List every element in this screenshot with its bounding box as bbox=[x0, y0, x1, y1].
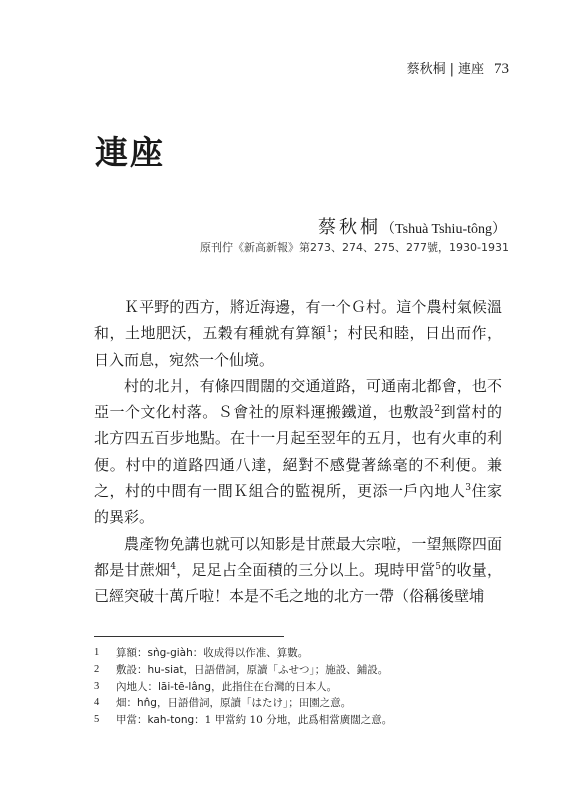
header-author: 蔡秋桐 bbox=[406, 62, 446, 77]
footnote-text: ，此指住在台灣的日本人。 bbox=[211, 680, 338, 693]
author-romanization: （Tshuà Tshiu-tông） bbox=[381, 222, 506, 237]
author-name: 蔡秋桐 bbox=[318, 217, 382, 238]
paragraph-2 bbox=[94, 373, 502, 531]
text-run: 到當村的北方四五百步地點。在十一月起至翌年的五月，也有火車的利便。村中的道路四通八達，絕對不感覺著絲毫的不利便。兼之，村的中間有一間Ｋ組合的監視所，更添一戶內地人 bbox=[94, 403, 502, 501]
footnote-divider bbox=[94, 636, 284, 637]
body-text bbox=[94, 294, 502, 610]
page-number: 73 bbox=[494, 61, 509, 77]
header-title: 連座 bbox=[457, 62, 484, 77]
author-line bbox=[318, 213, 506, 239]
footnote-text: ，日語借詞，原讀「はたけ」；田園之意。 bbox=[156, 697, 352, 710]
footnote-ref-5: 5 bbox=[435, 561, 441, 572]
text-run: ；村民和睦，日出而作，日入而息，宛然一个仙境。 bbox=[94, 324, 502, 369]
footnotes bbox=[94, 645, 514, 729]
header-separator: | bbox=[449, 62, 454, 77]
footnote bbox=[94, 712, 514, 729]
text-run: 村的北爿，有條四間闊的交通道路，可通南北都會，也不亞一个文化村落。Ｓ會社的原料運搬鐵道，也敷設 bbox=[94, 376, 502, 422]
footnote-term: 內地人：lāi-tē-lâng bbox=[116, 680, 212, 693]
footnote-text: ，日語借詞，原讀「ふせつ」；施設、鋪設。 bbox=[183, 663, 389, 676]
footnote-text: ：收成得以作准、算數。 bbox=[192, 647, 309, 659]
footnote-text: ：1 甲當約 10 分地，此爲相當廣闊之意。 bbox=[194, 714, 393, 727]
footnote-term: 畑：hn̂g bbox=[116, 697, 157, 710]
footnote-term: 甲當：kah-tong bbox=[116, 714, 195, 727]
text-run: 住家的異彩。 bbox=[94, 482, 502, 527]
source-note: 原刊佇《新高新報》第273、274、275、277號，1930-1931 bbox=[200, 241, 509, 254]
footnote-ref-3: 3 bbox=[465, 483, 472, 494]
footnote bbox=[94, 679, 514, 696]
text-run: ，足足占全面積的三分以上。現時甲當 bbox=[175, 560, 436, 579]
text-run: 農產物免講也就可以知影是甘蔗最大宗啦，一望無際四面都是甘蔗畑 bbox=[94, 534, 502, 579]
running-header bbox=[407, 58, 509, 78]
footnote-number: 4 bbox=[94, 697, 100, 709]
chapter-title: 連座 bbox=[95, 133, 165, 172]
footnote-ref-4: 4 bbox=[170, 561, 176, 572]
paragraph-1 bbox=[94, 294, 502, 373]
text-run: Ｋ平野的西方，將近海邊，有一个Ｇ村。這个農村氣候溫和，土地肥沃，五穀有種就有算額 bbox=[94, 298, 502, 343]
footnote-number: 1 bbox=[94, 647, 100, 658]
footnote-ref-1: 1 bbox=[326, 325, 333, 336]
footnote-number: 3 bbox=[94, 680, 100, 692]
footnote-number: 5 bbox=[94, 714, 100, 726]
paragraph-3 bbox=[94, 531, 502, 610]
footnote-term: 算額：sǹg-giàh bbox=[116, 647, 193, 659]
footnote-term: 敷設：hu-siat bbox=[116, 663, 184, 676]
footnote bbox=[94, 645, 514, 662]
footnote-number: 2 bbox=[94, 663, 100, 675]
footnote bbox=[94, 662, 514, 679]
footnote-ref-2: 2 bbox=[434, 404, 441, 415]
footnote bbox=[94, 695, 514, 712]
text-run: 的收量，已經突破十萬斤啦！本是不毛之地的北方一帶（俗稱後壁埔 bbox=[94, 560, 502, 606]
